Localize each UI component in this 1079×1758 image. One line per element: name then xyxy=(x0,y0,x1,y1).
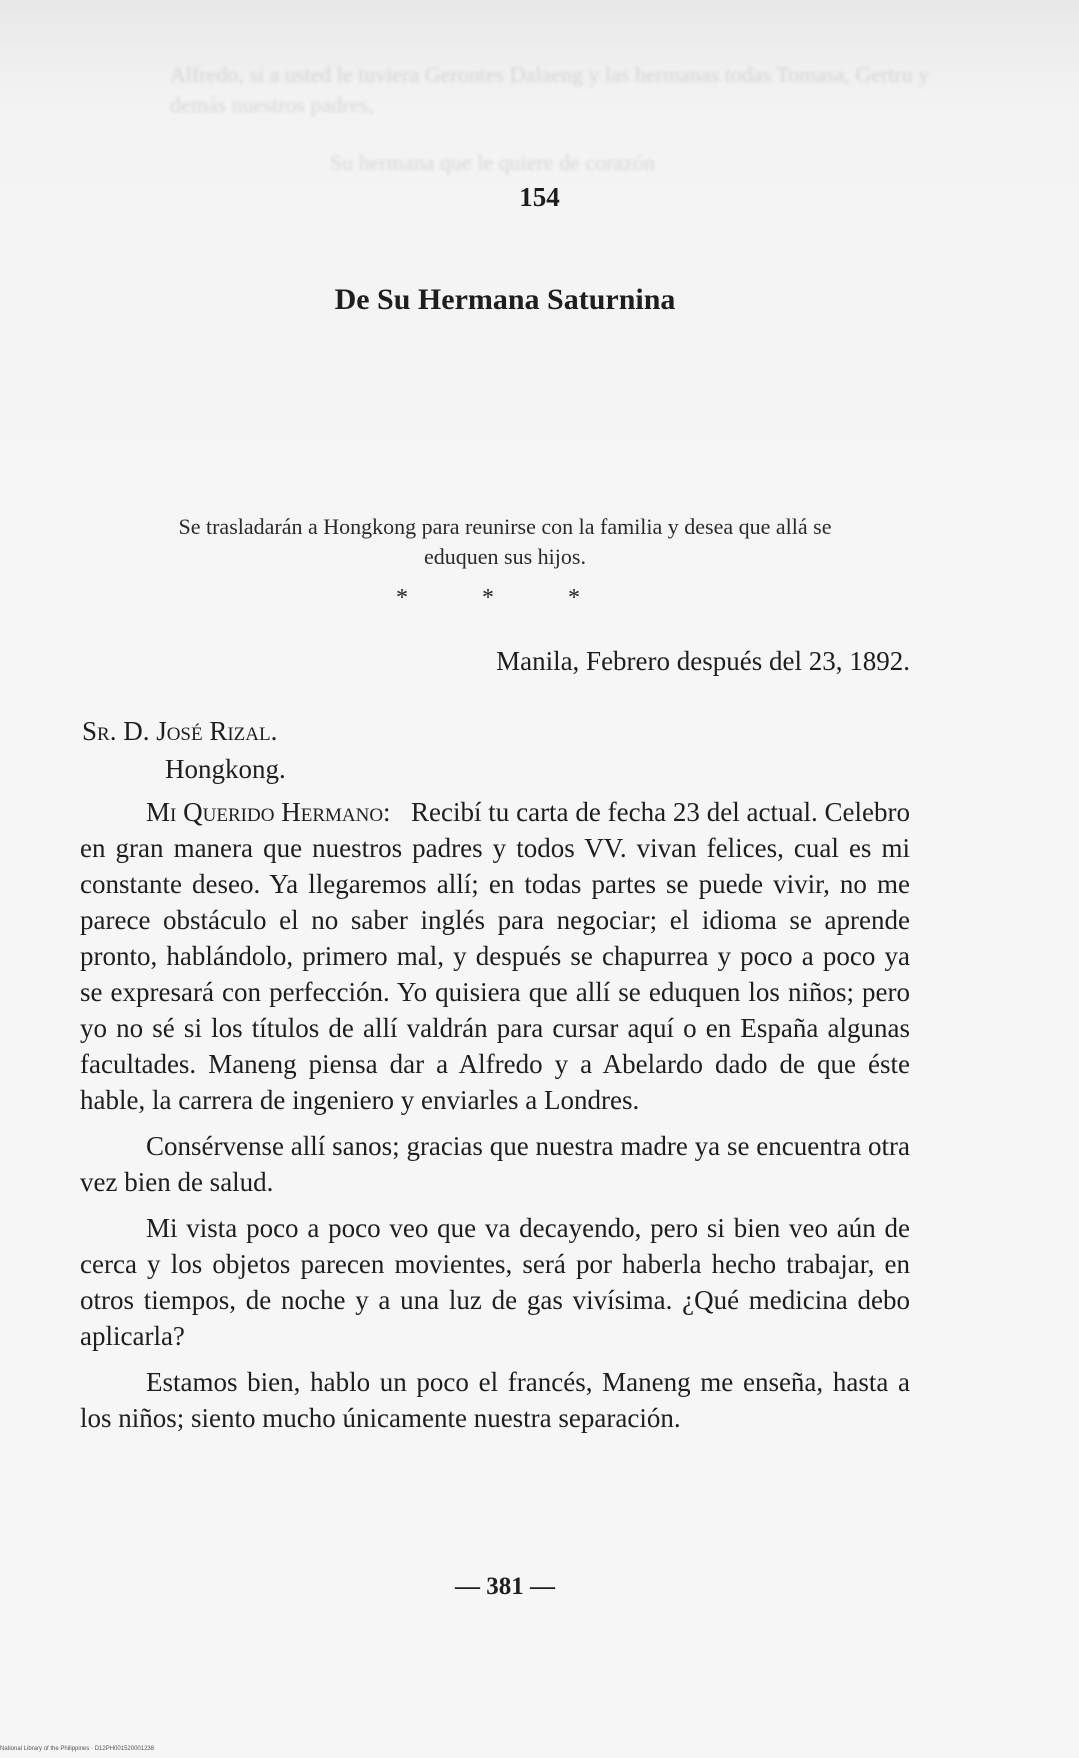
body-paragraph-3: Mi vista poco a poco veo que va decayendo, pero si bien veo aún de cerca y los objetos parecen movientes, será por haberla hecho trabajar, en otros tiempos, de noche y a una luz de gas vivísima. ¿Qué medicina debo aplicarla? xyxy=(80,1213,910,1351)
bleed-through-line-2: Su hermana que le quiere de corazón xyxy=(330,150,655,175)
bleed-through-line-1: Alfredo, si a usted le tuviera Gerontes Dalaeng y las hermanas todas Tomasa, Gertru y demás nuestros padres, xyxy=(170,62,930,117)
body-paragraph-1 xyxy=(80,794,910,1118)
addressee-block xyxy=(82,712,286,788)
letter-number: 154 xyxy=(519,182,560,212)
section-separator: * * * xyxy=(396,585,614,611)
letter-summary: Se trasladarán a Hongkong para reunirse con la familia y desea que allá se eduquen sus hijos. xyxy=(178,514,832,569)
body-paragraph-2: Consérvense allí sanos; gracias que nuestra madre ya se encuentra otra vez bien de salud. xyxy=(80,1131,910,1197)
body-paragraph-4: Estamos bien, hablo un poco el francés, Maneng me enseña, hasta a los niños; siento mucho únicamente nuestra separación. xyxy=(80,1367,910,1433)
addressee-name: Sr. D. José Rizal. xyxy=(82,716,278,746)
addressee-city: Hongkong. xyxy=(165,754,286,784)
salutation: Mi Querido Hermano: xyxy=(146,797,391,827)
paragraph-1-text: Recibí tu carta de fecha 23 del actual. Celebro en gran manera que nuestros padres y todos VV. vivan felices, cual es mi constante deseo. Ya llegaremos allí; en todas partes se puede vivir, no me parece obstáculo el no saber inglés para negociar; el idioma se aprende pronto, hablándolo, primero mal, y después se chapurrea y poco a poco ya se expresará con perfección. Yo quisiera que allí se eduquen los niños; pero yo no sé si los títulos de allí valdrán para cursar aquí o en España algunas facultades. Maneng piensa dar a Alfredo y a Abelardo dado de que éste hable, la carrera de ingeniero y enviarles a Londres. xyxy=(80,797,910,1115)
dateline: Manila, Febrero después del 23, 1892. xyxy=(496,646,910,676)
bleed-through-text xyxy=(170,60,930,178)
letter-body xyxy=(80,794,910,1446)
letter-title: De Su Hermana Saturnina xyxy=(334,283,676,316)
page-number: — 381 — xyxy=(455,1573,555,1600)
archive-footer: National Library of the Philippines · D12PH001520001238 xyxy=(0,1746,155,1752)
